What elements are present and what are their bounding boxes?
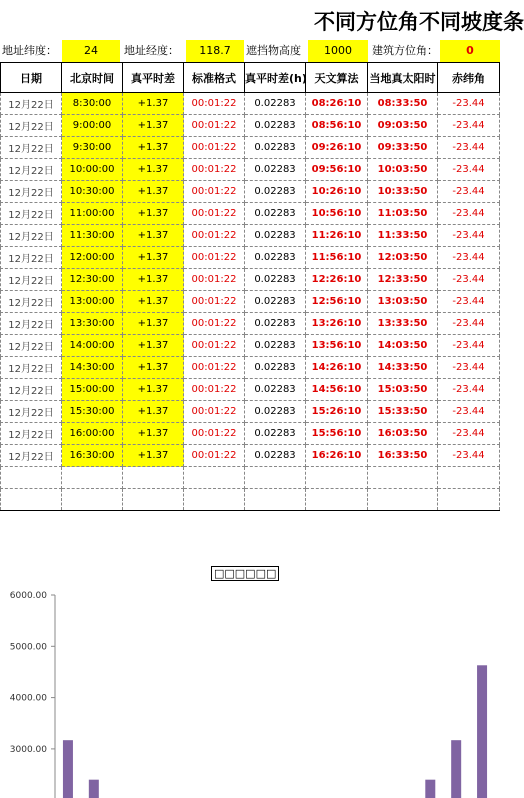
empty-cell[interactable]	[123, 467, 184, 489]
header-local-solar-time[interactable]: 当地真太阳时	[368, 63, 438, 93]
equation-of-time-cell[interactable]: +1.37	[123, 203, 184, 225]
y-tick-label: 6000.00	[9, 591, 47, 601]
beijing-time-cell[interactable]: 9:30:00	[62, 137, 123, 159]
astronomical-cell[interactable]: 14:26:10	[306, 357, 368, 379]
astronomical-cell[interactable]: 10:26:10	[306, 181, 368, 203]
beijing-time-cell[interactable]: 12:00:00	[62, 247, 123, 269]
local-solar-time-cell[interactable]: 10:33:50	[368, 181, 438, 203]
bar-9:00:00[interactable]	[89, 780, 99, 798]
empty-row	[1, 467, 500, 489]
standard-format-cell[interactable]: 00:01:22	[184, 313, 245, 335]
empty-cell[interactable]	[62, 467, 123, 489]
empty-cell[interactable]	[368, 489, 438, 511]
date-cell[interactable]: 12月22日	[1, 203, 62, 225]
y-tick-label: 4000.00	[9, 693, 47, 704]
chart-title: □□□□□□	[211, 566, 279, 581]
sheet-title-bar	[0, 0, 524, 40]
astronomical-cell[interactable]: 15:26:10	[306, 401, 368, 423]
local-solar-time-cell[interactable]: 14:33:50	[368, 357, 438, 379]
equation-hours-cell[interactable]: 0.02283	[245, 203, 306, 225]
header-astronomical-algorithm[interactable]: 天文算法	[306, 63, 368, 93]
equation-hours-cell[interactable]: 0.02283	[245, 137, 306, 159]
table-row	[1, 445, 500, 467]
empty-cell[interactable]	[245, 467, 306, 489]
declination-cell[interactable]: -23.44	[438, 401, 500, 423]
equation-of-time-cell[interactable]: +1.37	[123, 335, 184, 357]
astronomical-cell[interactable]: 08:26:10	[306, 93, 368, 115]
bar-16:00:00[interactable]	[451, 740, 461, 798]
standard-format-cell[interactable]: 00:01:22	[184, 137, 245, 159]
equation-of-time-cell[interactable]: +1.37	[123, 357, 184, 379]
local-solar-time-cell[interactable]: 13:03:50	[368, 291, 438, 313]
equation-hours-cell[interactable]: 0.02283	[245, 291, 306, 313]
date-cell[interactable]: 12月22日	[1, 379, 62, 401]
date-cell[interactable]: 12月22日	[1, 313, 62, 335]
beijing-time-cell[interactable]: 15:00:00	[62, 379, 123, 401]
date-cell[interactable]: 12月22日	[1, 115, 62, 137]
date-cell[interactable]: 12月22日	[1, 93, 62, 115]
astronomical-cell[interactable]: 16:26:10	[306, 445, 368, 467]
table-row	[1, 379, 500, 401]
header-equation-of-time[interactable]: 真平时差	[123, 63, 184, 93]
beijing-time-cell[interactable]: 10:30:00	[62, 181, 123, 203]
beijing-time-cell[interactable]: 13:00:00	[62, 291, 123, 313]
bar-8:30:00[interactable]	[63, 740, 73, 798]
date-cell[interactable]: 12月22日	[1, 445, 62, 467]
solar-time-table	[0, 62, 500, 511]
equation-of-time-cell[interactable]: +1.37	[123, 269, 184, 291]
declination-cell[interactable]: -23.44	[438, 137, 500, 159]
equation-of-time-cell[interactable]: +1.37	[123, 401, 184, 423]
table-row	[1, 247, 500, 269]
astronomical-cell[interactable]: 08:56:10	[306, 115, 368, 137]
building-azimuth-value-cell[interactable]: 0	[440, 40, 500, 62]
date-cell[interactable]: 12月22日	[1, 269, 62, 291]
astronomical-cell[interactable]: 15:56:10	[306, 423, 368, 445]
longitude-value-cell[interactable]: 118.7	[186, 40, 244, 62]
declination-cell[interactable]: -23.44	[438, 269, 500, 291]
equation-hours-cell[interactable]: 0.02283	[245, 159, 306, 181]
equation-hours-cell[interactable]: 0.02283	[245, 269, 306, 291]
standard-format-cell[interactable]: 00:01:22	[184, 159, 245, 181]
date-cell[interactable]: 12月22日	[1, 181, 62, 203]
empty-cell[interactable]	[184, 489, 245, 511]
table-header-row	[1, 63, 500, 93]
declination-cell[interactable]: -23.44	[438, 445, 500, 467]
declination-cell[interactable]: -23.44	[438, 313, 500, 335]
astronomical-cell[interactable]: 09:56:10	[306, 159, 368, 181]
date-cell[interactable]: 12月22日	[1, 423, 62, 445]
beijing-time-cell[interactable]: 16:00:00	[62, 423, 123, 445]
beijing-time-cell[interactable]: 16:30:00	[62, 445, 123, 467]
beijing-time-cell[interactable]: 9:00:00	[62, 115, 123, 137]
local-solar-time-cell[interactable]: 13:33:50	[368, 313, 438, 335]
local-solar-time-cell[interactable]: 12:33:50	[368, 269, 438, 291]
empty-cell[interactable]	[438, 489, 500, 511]
header-beijing-time[interactable]: 北京时间	[62, 63, 123, 93]
standard-format-cell[interactable]: 00:01:22	[184, 423, 245, 445]
declination-cell[interactable]: -23.44	[438, 159, 500, 181]
beijing-time-cell[interactable]: 11:30:00	[62, 225, 123, 247]
y-tick-label: 5000.00	[9, 642, 47, 653]
declination-cell[interactable]: -23.44	[438, 423, 500, 445]
declination-cell[interactable]: -23.44	[438, 291, 500, 313]
astronomical-cell[interactable]: 13:26:10	[306, 313, 368, 335]
table-row	[1, 335, 500, 357]
equation-of-time-cell[interactable]: +1.37	[123, 379, 184, 401]
table-row	[1, 269, 500, 291]
standard-format-cell[interactable]: 00:01:22	[184, 379, 245, 401]
declination-cell[interactable]: -23.44	[438, 247, 500, 269]
equation-of-time-cell[interactable]: +1.37	[123, 225, 184, 247]
astronomical-cell[interactable]: 09:26:10	[306, 137, 368, 159]
empty-cell[interactable]	[438, 467, 500, 489]
table-row	[1, 401, 500, 423]
local-solar-time-cell[interactable]: 15:03:50	[368, 379, 438, 401]
standard-format-cell[interactable]: 00:01:22	[184, 401, 245, 423]
local-solar-time-cell[interactable]: 12:03:50	[368, 247, 438, 269]
standard-format-cell[interactable]: 00:01:22	[184, 357, 245, 379]
local-solar-time-cell[interactable]: 09:33:50	[368, 137, 438, 159]
local-solar-time-cell[interactable]: 11:33:50	[368, 225, 438, 247]
equation-of-time-cell[interactable]: +1.37	[123, 159, 184, 181]
declination-cell[interactable]: -23.44	[438, 203, 500, 225]
date-cell[interactable]: 12月22日	[1, 291, 62, 313]
local-solar-time-cell[interactable]: 11:03:50	[368, 203, 438, 225]
declination-cell[interactable]: -23.44	[438, 115, 500, 137]
empty-cell[interactable]	[123, 489, 184, 511]
date-cell[interactable]: 12月22日	[1, 357, 62, 379]
date-cell[interactable]: 12月22日	[1, 225, 62, 247]
local-solar-time-cell[interactable]: 16:03:50	[368, 423, 438, 445]
equation-of-time-cell[interactable]: +1.37	[123, 445, 184, 467]
standard-format-cell[interactable]: 00:01:22	[184, 291, 245, 313]
declination-cell[interactable]: -23.44	[438, 225, 500, 247]
equation-hours-cell[interactable]: 0.02283	[245, 445, 306, 467]
table-row	[1, 423, 500, 445]
astronomical-cell[interactable]: 11:56:10	[306, 247, 368, 269]
parameter-row	[0, 40, 500, 62]
header-standard-format[interactable]: 标准格式	[184, 63, 245, 93]
beijing-time-cell[interactable]: 11:00:00	[62, 203, 123, 225]
standard-format-cell[interactable]: 00:01:22	[184, 93, 245, 115]
date-cell[interactable]: 12月22日	[1, 159, 62, 181]
astronomical-cell[interactable]: 11:26:10	[306, 225, 368, 247]
beijing-time-cell[interactable]: 12:30:00	[62, 269, 123, 291]
bar-chart	[0, 580, 500, 798]
empty-cell[interactable]	[245, 489, 306, 511]
astronomical-cell[interactable]: 12:26:10	[306, 269, 368, 291]
longitude-label: 地址经度：	[124, 44, 179, 57]
date-cell[interactable]: 12月22日	[1, 401, 62, 423]
table-row	[1, 313, 500, 335]
latitude-value-cell[interactable]: 24	[62, 40, 120, 62]
table-row	[1, 203, 500, 225]
equation-hours-cell[interactable]: 0.02283	[245, 401, 306, 423]
declination-cell[interactable]: -23.44	[438, 93, 500, 115]
equation-of-time-cell[interactable]: +1.37	[123, 93, 184, 115]
beijing-time-cell[interactable]: 10:00:00	[62, 159, 123, 181]
beijing-time-cell[interactable]: 14:30:00	[62, 357, 123, 379]
standard-format-cell[interactable]: 00:01:22	[184, 269, 245, 291]
table-row	[1, 159, 500, 181]
equation-of-time-cell[interactable]: +1.37	[123, 181, 184, 203]
empty-cell[interactable]	[306, 467, 368, 489]
date-cell[interactable]: 12月22日	[1, 247, 62, 269]
equation-of-time-cell[interactable]: +1.37	[123, 313, 184, 335]
table-row	[1, 93, 500, 115]
empty-cell[interactable]	[184, 467, 245, 489]
empty-row	[1, 489, 500, 511]
astronomical-cell[interactable]: 10:56:10	[306, 203, 368, 225]
table-row	[1, 115, 500, 137]
equation-hours-cell[interactable]: 0.02283	[245, 357, 306, 379]
empty-cell[interactable]	[1, 467, 62, 489]
table-row	[1, 291, 500, 313]
header-date[interactable]: 日期	[1, 63, 62, 93]
table-row	[1, 225, 500, 247]
local-solar-time-cell[interactable]: 09:03:50	[368, 115, 438, 137]
empty-cell[interactable]	[368, 467, 438, 489]
header-equation-hours[interactable]: 真平时差(h)	[245, 63, 306, 93]
beijing-time-cell[interactable]: 8:30:00	[62, 93, 123, 115]
sheet-title: 不同方位角不同坡度条	[314, 10, 524, 34]
standard-format-cell[interactable]: 00:01:22	[184, 445, 245, 467]
equation-hours-cell[interactable]: 0.02283	[245, 181, 306, 203]
standard-format-cell[interactable]: 00:01:22	[184, 335, 245, 357]
date-cell[interactable]: 12月22日	[1, 137, 62, 159]
table-row	[1, 137, 500, 159]
building-azimuth-label: 建筑方位角：	[372, 44, 438, 57]
equation-hours-cell[interactable]: 0.02283	[245, 313, 306, 335]
declination-cell[interactable]: -23.44	[438, 379, 500, 401]
bar-15:30:00[interactable]	[425, 780, 435, 798]
local-solar-time-cell[interactable]: 08:33:50	[368, 93, 438, 115]
beijing-time-cell[interactable]: 13:30:00	[62, 313, 123, 335]
standard-format-cell[interactable]: 00:01:22	[184, 115, 245, 137]
equation-of-time-cell[interactable]: +1.37	[123, 291, 184, 313]
equation-of-time-cell[interactable]: +1.37	[123, 247, 184, 269]
obstacle-height-label: 遮挡物高度	[246, 44, 301, 57]
equation-hours-cell[interactable]: 0.02283	[245, 335, 306, 357]
table-row	[1, 357, 500, 379]
standard-format-cell[interactable]: 00:01:22	[184, 203, 245, 225]
equation-of-time-cell[interactable]: +1.37	[123, 423, 184, 445]
equation-of-time-cell[interactable]: +1.37	[123, 115, 184, 137]
declination-cell[interactable]: -23.44	[438, 181, 500, 203]
equation-hours-cell[interactable]: 0.02283	[245, 379, 306, 401]
declination-cell[interactable]: -23.44	[438, 335, 500, 357]
y-tick-label: 3000.00	[9, 744, 47, 755]
local-solar-time-cell[interactable]: 14:03:50	[368, 335, 438, 357]
empty-cell[interactable]	[1, 489, 62, 511]
equation-hours-cell[interactable]: 0.02283	[245, 93, 306, 115]
beijing-time-cell[interactable]: 14:00:00	[62, 335, 123, 357]
local-solar-time-cell[interactable]: 10:03:50	[368, 159, 438, 181]
table-row	[1, 181, 500, 203]
latitude-label: 地址纬度：	[2, 44, 57, 57]
standard-format-cell[interactable]: 00:01:22	[184, 247, 245, 269]
astronomical-cell[interactable]: 12:56:10	[306, 291, 368, 313]
equation-hours-cell[interactable]: 0.02283	[245, 225, 306, 247]
local-solar-time-cell[interactable]: 16:33:50	[368, 445, 438, 467]
empty-cell[interactable]	[62, 489, 123, 511]
astronomical-cell[interactable]: 14:56:10	[306, 379, 368, 401]
declination-cell[interactable]: -23.44	[438, 357, 500, 379]
standard-format-cell[interactable]: 00:01:22	[184, 225, 245, 247]
empty-cell[interactable]	[306, 489, 368, 511]
standard-format-cell[interactable]: 00:01:22	[184, 181, 245, 203]
header-declination[interactable]: 赤纬角	[438, 63, 500, 93]
equation-hours-cell[interactable]: 0.02283	[245, 247, 306, 269]
equation-hours-cell[interactable]: 0.02283	[245, 115, 306, 137]
bar-16:30:00[interactable]	[477, 665, 487, 798]
obstacle-height-value-cell[interactable]: 1000	[308, 40, 368, 62]
equation-of-time-cell[interactable]: +1.37	[123, 137, 184, 159]
local-solar-time-cell[interactable]: 15:33:50	[368, 401, 438, 423]
beijing-time-cell[interactable]: 15:30:00	[62, 401, 123, 423]
date-cell[interactable]: 12月22日	[1, 335, 62, 357]
astronomical-cell[interactable]: 13:56:10	[306, 335, 368, 357]
equation-hours-cell[interactable]: 0.02283	[245, 423, 306, 445]
